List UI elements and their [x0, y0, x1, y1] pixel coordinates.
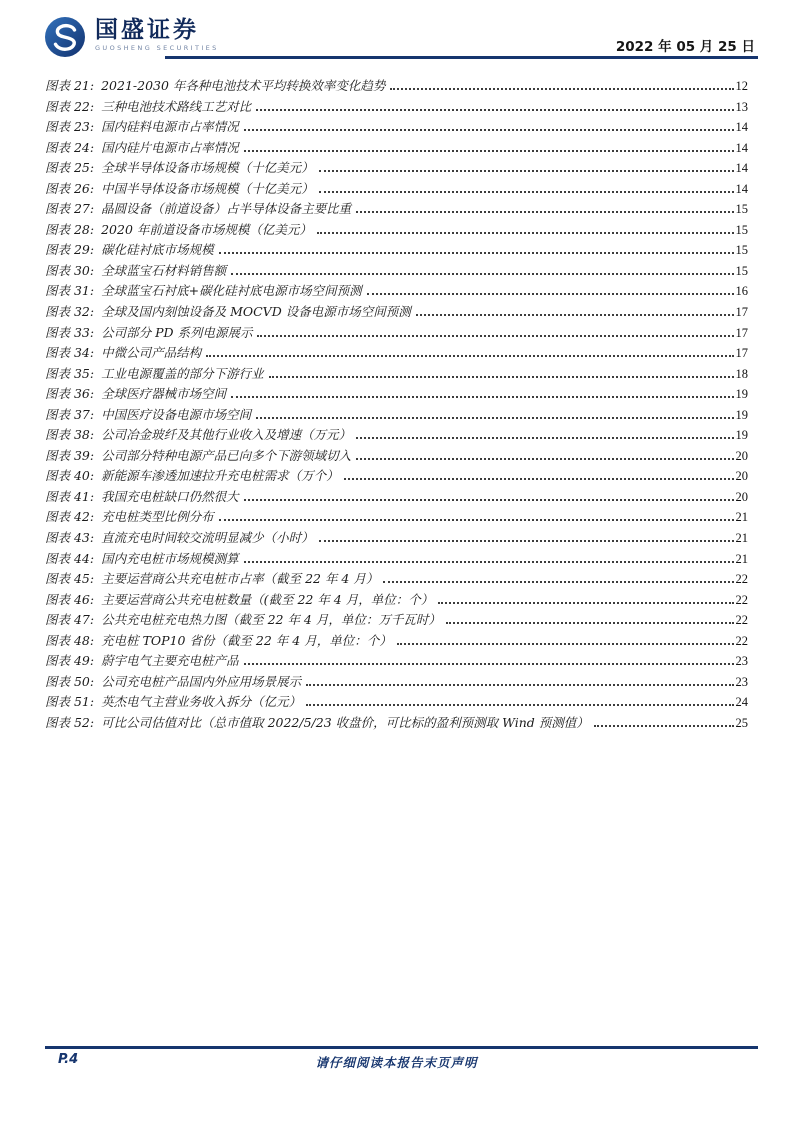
figure-title: 蔚宇电气主要充电桩产品 — [101, 653, 239, 669]
figure-page: 15 — [735, 222, 748, 237]
leader-dots — [356, 211, 733, 213]
figure-entry[interactable] — [45, 507, 748, 528]
figure-title: 国内硅片电源市占率情况 — [101, 139, 239, 155]
figure-label: 图表 38: — [45, 427, 95, 443]
figure-page: 22 — [735, 633, 748, 648]
figure-entry[interactable] — [45, 138, 748, 159]
figure-entry[interactable] — [45, 425, 748, 446]
figure-title: 全球及国内刻蚀设备及 MOCVD 设备电源市场空间预测 — [101, 304, 411, 320]
figure-title: 中国半导体设备市场规模（十亿美元） — [101, 180, 314, 196]
figure-title: 公司部分特种电源产品已向多个下游领域切入 — [101, 447, 352, 463]
figure-page: 14 — [735, 140, 748, 155]
report-date: 2022 年 05 月 25 日 — [615, 39, 755, 55]
figure-page: 20 — [735, 489, 748, 504]
figure-page: 25 — [735, 715, 748, 730]
figure-page: 23 — [735, 654, 748, 669]
leader-dots — [367, 293, 734, 295]
figure-page: 18 — [735, 366, 748, 381]
figure-entry[interactable] — [45, 651, 748, 672]
footer-disclaimer: 请仔细阅读本报告末页声明 — [315, 1055, 478, 1070]
figure-title: 公司充电桩产品国内外应用场景展示 — [101, 673, 302, 689]
figure-title: 晶圆设备（前道设备）占半导体设备主要比重 — [101, 201, 352, 217]
figure-title: 全球蓝宝石材料销售额 — [101, 262, 227, 278]
figure-entry[interactable] — [45, 199, 748, 220]
leader-dots — [306, 684, 733, 686]
figure-title: 新能源车渗透加速拉升充电桩需求（万个） — [101, 468, 339, 484]
figure-entry[interactable] — [45, 117, 748, 138]
figure-label: 图表 42: — [45, 509, 95, 525]
page-number: P.4 — [58, 1052, 79, 1067]
figure-label: 图表 33: — [45, 324, 95, 340]
leader-dots — [319, 191, 734, 193]
figure-title: 中国医疗设备电源市场空间 — [101, 406, 252, 422]
figure-page: 21 — [735, 510, 748, 525]
figure-entry[interactable] — [45, 466, 748, 487]
figure-page: 20 — [735, 448, 748, 463]
figure-entry[interactable] — [45, 323, 748, 344]
figure-title: 中微公司产品结构 — [101, 345, 202, 361]
leader-dots — [319, 170, 734, 172]
figure-entry[interactable] — [45, 364, 748, 385]
brand-block — [44, 16, 219, 58]
figure-entry[interactable] — [45, 446, 748, 467]
figure-page: 22 — [735, 613, 748, 628]
leader-dots — [244, 129, 734, 131]
leader-dots — [438, 602, 733, 604]
figure-title: 主要运营商公共充电桩市占率（截至 22 年 4 月） — [101, 571, 379, 587]
figure-title: 我国充电桩缺口仍然很大 — [101, 488, 239, 504]
figure-title: 全球半导体设备市场规模（十亿美元） — [101, 160, 314, 176]
figure-title: 碳化硅衬底市场规模 — [101, 242, 214, 258]
figure-entry[interactable] — [45, 240, 748, 261]
figure-entry[interactable] — [45, 158, 748, 179]
figure-label: 图表 40: — [45, 468, 95, 484]
leader-dots — [356, 458, 733, 460]
figure-title: 全球蓝宝石衬底+碳化硅衬底电源市场空间预测 — [101, 283, 362, 299]
figure-label: 图表 24: — [45, 139, 95, 155]
leader-dots — [344, 478, 734, 480]
figure-label: 图表 45: — [45, 571, 95, 587]
leader-dots — [256, 417, 733, 419]
figure-title: 充电桩 TOP10 省份（截至 22 年 4 月，单位：个） — [101, 632, 392, 648]
figure-title: 三种电池技术路线工艺对比 — [101, 98, 252, 114]
leader-dots — [383, 581, 733, 583]
figure-entry[interactable] — [45, 610, 748, 631]
leader-dots — [446, 622, 734, 624]
figure-entry[interactable] — [45, 76, 748, 97]
leader-dots — [244, 561, 734, 563]
leader-dots — [257, 335, 733, 337]
figure-entry[interactable] — [45, 672, 748, 693]
figure-entry[interactable] — [45, 343, 748, 364]
figure-title: 公共充电桩充电热力图（截至 22 年 4 月，单位：万千瓦时） — [101, 612, 441, 628]
figure-page: 17 — [735, 325, 748, 340]
figure-entry[interactable] — [45, 220, 748, 241]
footer-divider — [45, 1046, 758, 1049]
figure-page: 23 — [735, 674, 748, 689]
figure-title: 2020 年前道设备市场规模（亿美元） — [101, 221, 312, 237]
figure-page: 24 — [735, 695, 748, 710]
header-divider — [165, 56, 758, 59]
leader-dots — [244, 499, 734, 501]
figure-label: 图表 37: — [45, 406, 95, 422]
figure-title: 直流充电时间较交流明显减少（小时） — [101, 530, 314, 546]
figure-label: 图表 27: — [45, 201, 95, 217]
figure-title: 国内充电桩市场规模测算 — [101, 550, 239, 566]
figure-label: 图表 43: — [45, 530, 95, 546]
brand-name: 国盛证券 — [95, 17, 199, 43]
figure-label: 图表 41: — [45, 488, 95, 504]
figure-entry[interactable] — [45, 487, 748, 508]
figure-page: 17 — [735, 305, 748, 320]
figure-entry[interactable] — [45, 692, 748, 713]
leader-dots — [244, 663, 734, 665]
figure-label: 图表 30: — [45, 262, 95, 278]
figure-entry[interactable] — [45, 179, 748, 200]
figure-page: 15 — [735, 263, 748, 278]
leader-dots — [306, 704, 733, 706]
figure-label: 图表 39: — [45, 447, 95, 463]
figure-page: 16 — [735, 284, 748, 299]
leader-dots — [231, 273, 733, 275]
figure-label: 图表 48: — [45, 632, 95, 648]
figure-entry[interactable] — [45, 281, 748, 302]
figure-label: 图表 22: — [45, 98, 95, 114]
figure-page: 19 — [735, 407, 748, 422]
figure-label: 图表 47: — [45, 612, 95, 628]
figure-label: 图表 21: — [45, 78, 95, 93]
figure-title: 工业电源覆盖的部分下游行业 — [101, 365, 264, 381]
figure-list — [45, 76, 748, 734]
figure-label: 图表 29: — [45, 242, 95, 258]
leader-dots — [244, 150, 734, 152]
figure-entry[interactable] — [45, 97, 748, 118]
figure-title: 国内硅料电源市占率情况 — [101, 119, 239, 135]
figure-page: 14 — [735, 161, 748, 176]
leader-dots — [319, 540, 734, 542]
figure-entry[interactable] — [45, 528, 748, 549]
leader-dots — [219, 252, 734, 254]
figure-page: 17 — [735, 346, 748, 361]
leader-dots — [416, 314, 734, 316]
figure-label: 图表 23: — [45, 119, 95, 135]
figure-label: 图表 32: — [45, 304, 95, 320]
leader-dots — [231, 396, 733, 398]
leader-dots — [594, 725, 734, 727]
figure-page: 14 — [735, 120, 748, 135]
figure-page: 12 — [735, 79, 748, 93]
figure-entry[interactable] — [45, 569, 748, 590]
figure-label: 图表 31: — [45, 283, 95, 299]
figure-entry[interactable] — [45, 549, 748, 570]
figure-entry[interactable] — [45, 590, 748, 611]
figure-page: 22 — [735, 592, 748, 607]
leader-dots — [317, 232, 734, 234]
figure-title: 全球医疗器械市场空间 — [101, 386, 227, 402]
figure-label: 图表 28: — [45, 221, 95, 237]
figure-entry[interactable] — [45, 405, 748, 426]
figure-title: 可比公司估值对比（总市值取 2022/5/23 收盘价，可比标的盈利预测取 Wind 预测值） — [101, 714, 589, 730]
figure-label: 图表 34: — [45, 345, 95, 361]
figure-label: 图表 50: — [45, 673, 95, 689]
figure-label: 图表 46: — [45, 591, 95, 607]
figure-title: 公司冶金玻纤及其他行业收入及增速（万元） — [101, 427, 352, 443]
figure-page: 19 — [735, 428, 748, 443]
figure-label: 图表 44: — [45, 550, 95, 566]
leader-dots — [269, 376, 734, 378]
figure-title: 充电桩类型比例分布 — [101, 509, 214, 525]
figure-page: 19 — [735, 387, 748, 402]
figure-page: 22 — [735, 572, 748, 587]
figure-label: 图表 25: — [45, 160, 95, 176]
guosheng-logo-icon — [44, 16, 86, 58]
brand-subtitle: GUOSHENG SECURITIES — [95, 44, 219, 53]
figure-label: 图表 26: — [45, 180, 95, 196]
figure-title: 英杰电气主营业务收入拆分（亿元） — [101, 694, 302, 710]
figure-page: 14 — [735, 181, 748, 196]
leader-dots — [356, 437, 733, 439]
figure-label: 图表 49: — [45, 653, 95, 669]
figure-entry[interactable] — [45, 631, 748, 652]
figure-label: 图表 36: — [45, 386, 95, 402]
figure-entry[interactable] — [45, 302, 748, 323]
figure-page: 15 — [735, 243, 748, 258]
figure-title: 公司部分 PD 系列电源展示 — [101, 324, 253, 340]
figure-page: 21 — [735, 551, 748, 566]
leader-dots — [206, 355, 733, 357]
figure-title: 2021-2030 年各种电池技术平均转换效率变化趋势 — [101, 78, 386, 93]
figure-page: 20 — [735, 469, 748, 484]
figure-page: 15 — [735, 202, 748, 217]
figure-entry[interactable] — [45, 384, 748, 405]
figure-page: 13 — [735, 99, 748, 114]
figure-title: 主要运营商公共充电桩数量（(截至 22 年 4 月，单位：个） — [101, 591, 434, 607]
figure-entry[interactable] — [45, 713, 748, 734]
leader-dots — [256, 109, 733, 111]
figure-page: 21 — [735, 531, 748, 546]
leader-dots — [390, 88, 733, 90]
figure-label: 图表 51: — [45, 694, 95, 710]
figure-label: 图表 35: — [45, 365, 95, 381]
leader-dots — [397, 643, 734, 645]
figure-label: 图表 52: — [45, 714, 95, 730]
figure-entry[interactable] — [45, 261, 748, 282]
leader-dots — [219, 519, 734, 521]
